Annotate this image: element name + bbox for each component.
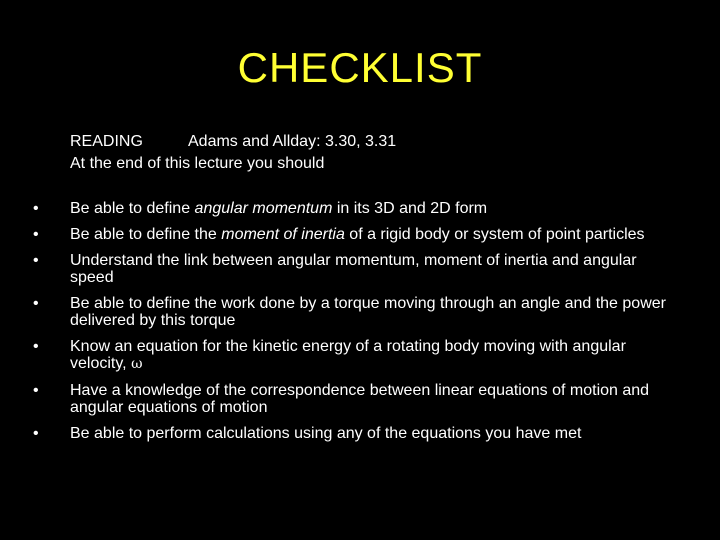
bullet-icon: • bbox=[33, 338, 39, 355]
bullet-icon: • bbox=[33, 382, 39, 399]
list-item: • Have a knowledge of the correspondence between linear equations of motion and angular equations of motion bbox=[33, 382, 650, 416]
list-item: • Be able to perform calculations using any of the equations you have met bbox=[33, 425, 582, 442]
list-item: • Be able to define the work done by a torque moving through an angle and the power delivered by this torque bbox=[33, 295, 666, 329]
reading-reference: Adams and Allday: 3.30, 3.31 bbox=[188, 133, 397, 150]
bullet-icon: • bbox=[33, 226, 39, 243]
bullet-icon: • bbox=[33, 295, 39, 312]
bullet-icon: • bbox=[33, 200, 39, 217]
list-item: • Be able to define angular momentum in its 3D and 2D form bbox=[33, 200, 488, 217]
reading-label: READING bbox=[70, 133, 143, 150]
omega-symbol: ω bbox=[131, 356, 143, 372]
list-item: • Understand the link between angular momentum, moment of inertia and angular speed bbox=[33, 252, 637, 286]
slide-title: CHECKLIST bbox=[237, 44, 483, 91]
list-item: • Be able to define the moment of inertia of a rigid body or system of point particles bbox=[33, 226, 645, 243]
list-item: • Know an equation for the kinetic energy of a rotating body moving with angular velocity, ω bbox=[33, 338, 626, 372]
intro-text: At the end of this lecture you should bbox=[70, 155, 325, 172]
bullet-icon: • bbox=[33, 425, 39, 442]
checklist bbox=[30, 200, 670, 451]
reading-line bbox=[70, 132, 396, 152]
bullet-icon: • bbox=[33, 252, 39, 269]
